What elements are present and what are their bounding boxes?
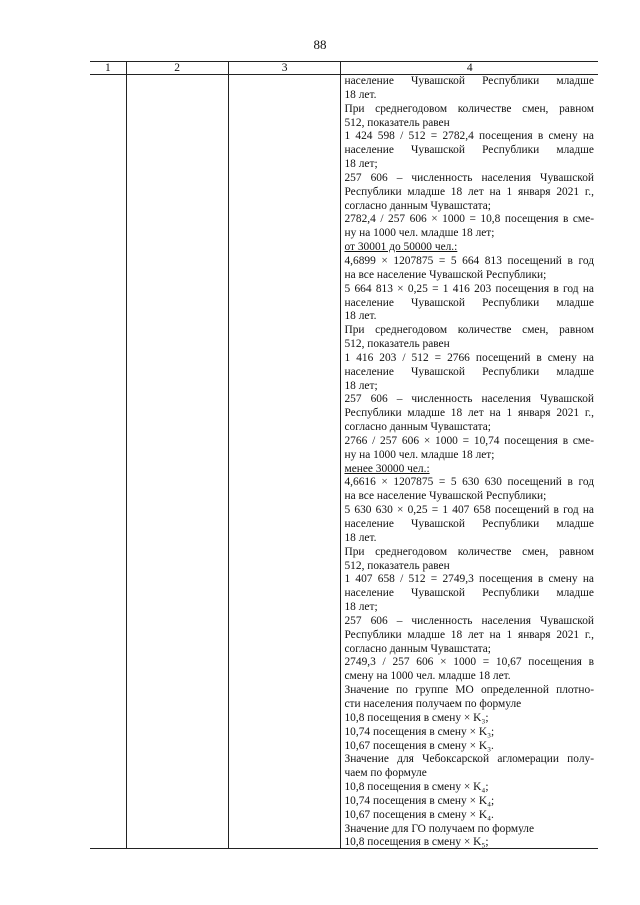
text-line: 1 416 203 / 512 = 2766 посещений в смену на (344, 351, 594, 364)
text-line: 512, показатель равен (344, 559, 450, 572)
text-line: 4,6616 × 1207875 = 5 630 630 посещений в год (344, 476, 594, 489)
text-line: население Чувашской Республики младше (344, 75, 594, 87)
text-line: 1 407 658 / 512 = 2749,3 посещения в смену на (344, 573, 594, 586)
cell-column-4 (341, 75, 598, 849)
text-line: 4,6899 × 1207875 = 5 664 813 посещений в год (344, 254, 594, 267)
text-line: 5 630 630 × 0,25 = 1 407 658 посещений в год на (344, 504, 594, 517)
text-line: Республики младше 18 лет на 1 января 2021 г., (344, 185, 594, 198)
text-line: население Чувашской Республики младше (344, 518, 594, 530)
text-line: 10,74 посещения в смену × K₃; (344, 725, 495, 738)
text-line: 2766 / 257 606 × 1000 = 10,74 посещения в сме- (344, 434, 594, 447)
text-line: 18 лет. (344, 310, 377, 323)
text-line: 10,67 посещения в смену × K₄. (344, 808, 494, 821)
text-line: менее 30000 чел.: (344, 462, 430, 475)
text-line: 18 лет. (344, 531, 377, 544)
page-number: 88 (313, 37, 327, 52)
text-line: 18 лет; (344, 379, 378, 392)
text-line: 2749,3 / 257 606 × 1000 = 10,67 посещения в (344, 656, 594, 669)
cell-column-3 (228, 75, 341, 849)
text-line: Республики младше 18 лет на 1 января 2021 г., (344, 407, 594, 420)
text-line: согласно данным Чувашстата; (344, 421, 491, 434)
text-line: от 30001 до 50000 чел.: (344, 241, 458, 254)
text-line: 10,67 посещения в смену × K₃. (344, 739, 494, 752)
text-line: 512, показатель равен (344, 116, 450, 129)
cell-column-1 (90, 75, 126, 849)
column-4-text (341, 75, 598, 848)
text-line: 257 606 – численность населения Чувашской (344, 171, 594, 184)
column-header-1: 1 (90, 62, 126, 75)
text-line: чаем по формуле (344, 767, 427, 780)
text-line: население Чувашской Республики младше (344, 144, 594, 157)
column-header-4: 4 (341, 62, 598, 75)
text-line: 1 424 598 / 512 = 2782,4 посещения в смену на (344, 130, 594, 143)
text-line: 257 606 – численность населения Чувашской (344, 393, 594, 406)
text-line: 18 лет. (344, 88, 377, 101)
text-line: согласно данным Чувашстата; (344, 642, 491, 655)
column-header-3: 3 (228, 62, 341, 75)
text-line: При среднегодовом количестве смен, равном (344, 545, 594, 558)
table-header-row (90, 62, 598, 75)
text-line: При среднегодовом количестве смен, равном (344, 324, 594, 337)
text-line: смену на 1000 чел. младше 18 лет. (344, 670, 511, 683)
text-line: ну на 1000 чел. младше 18 лет; (344, 227, 495, 240)
cell-column-2 (126, 75, 228, 849)
text-line: на все население Чувашской Республики; (344, 490, 547, 503)
text-line: ну на 1000 чел. младше 18 лет; (344, 448, 495, 461)
text-line: 10,8 посещения в смену × K₅; (344, 836, 489, 849)
text-line: 18 лет; (344, 601, 378, 614)
table-row (90, 75, 598, 849)
text-line: 10,8 посещения в смену × K₄; (344, 781, 489, 794)
text-line: Республики младше 18 лет на 1 января 2021 г., (344, 628, 594, 641)
text-line: Значение для ГО получаем по формуле (344, 822, 535, 835)
text-line: согласно данным Чувашстата; (344, 199, 491, 212)
text-line: население Чувашской Республики младше (344, 296, 594, 309)
text-line: Значение для Чебоксарской агломерации полу- (344, 753, 594, 766)
text-line: 5 664 813 × 0,25 = 1 416 203 посещения в год на (344, 282, 594, 295)
text-line: на все население Чувашской Республики; (344, 268, 547, 281)
text-line: сти населения получаем по формуле (344, 697, 522, 710)
text-line: 10,74 посещения в смену × K₄; (344, 794, 495, 807)
text-line: население Чувашской Республики младше (344, 365, 594, 378)
text-line: 512, показатель равен (344, 338, 450, 351)
text-line: население Чувашской Республики младше (344, 587, 594, 600)
text-line: 10,8 посещения в смену × K₃; (344, 711, 489, 724)
text-line: 2782,4 / 257 606 × 1000 = 10,8 посещения в сме- (344, 213, 594, 226)
document-table (90, 61, 598, 849)
text-line: Значение по группе МО определенной плотно- (344, 684, 594, 697)
text-line: 257 606 – численность населения Чувашской (344, 614, 594, 627)
column-header-2: 2 (126, 62, 228, 75)
text-line: 18 лет; (344, 158, 378, 171)
text-line: При среднегодовом количестве смен, равном (344, 102, 594, 115)
